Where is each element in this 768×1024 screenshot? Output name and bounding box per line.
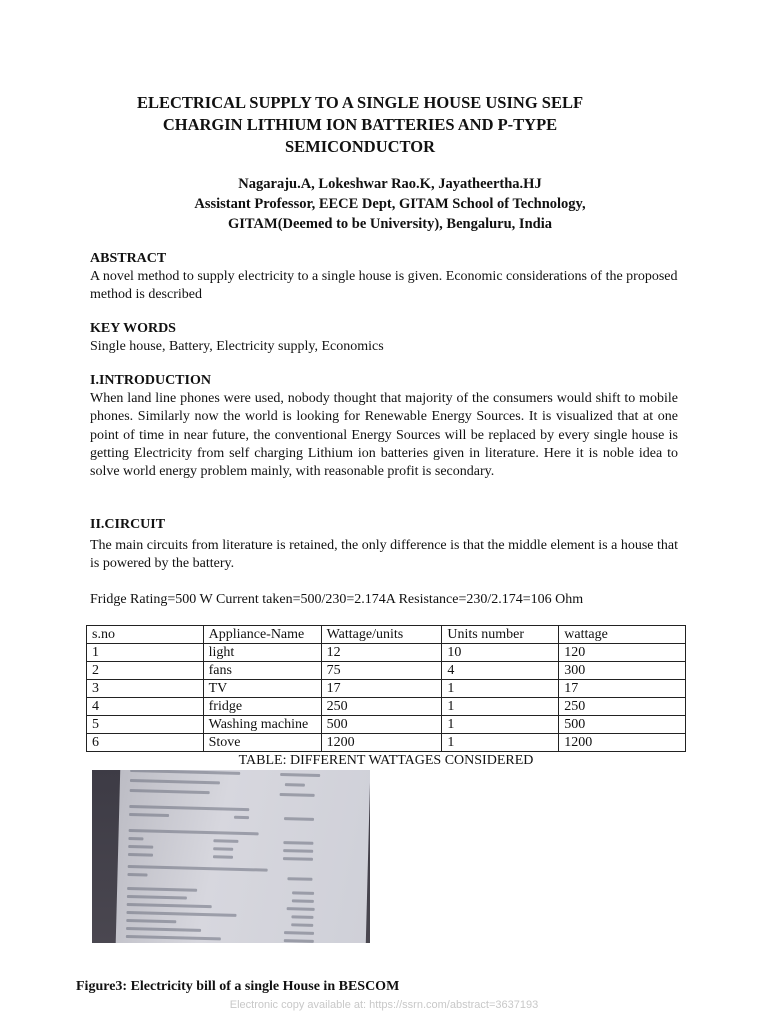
table-cell: 1 — [442, 680, 559, 698]
table-cell: 1 — [442, 734, 559, 752]
circuit-body: The main circuits from literature is retained, the only difference is that the middle element is a house that is powered by the battery. — [90, 538, 678, 572]
fridge-rating-line: Fridge Rating=500 W Current taken=500/230=2.174A Resistance=230/2.174=106 Ohm — [90, 592, 584, 607]
table-cell: 75 — [321, 662, 442, 680]
table-header-cell: wattage — [559, 626, 686, 644]
author-names: Nagaraju.A, Lokeshwar Rao.K, Jayatheertha.HJ — [238, 176, 542, 192]
circuit-section — [90, 516, 678, 574]
paper-title — [60, 92, 660, 158]
title-line: SEMICONDUCTOR — [284, 137, 436, 156]
table-header-row — [87, 626, 686, 644]
introduction-section — [90, 372, 678, 481]
table-cell: 17 — [321, 680, 442, 698]
table-cell: Stove — [203, 734, 321, 752]
table-cell: 4 — [87, 698, 204, 716]
keywords-body: Single house, Battery, Electricity supply, Economics — [90, 339, 384, 355]
table-cell: 4 — [442, 662, 559, 680]
author-institution: GITAM(Deemed to be University), Bengaluru, India — [228, 216, 552, 232]
table-row — [87, 698, 686, 716]
abstract-body: A novel method to supply electricity to a single house is given. Economic considerations of the proposed method is described — [90, 269, 678, 303]
table-cell: TV — [203, 680, 321, 698]
bill-receipt-image — [116, 770, 370, 943]
table-cell: fridge — [203, 698, 321, 716]
title-line: ELECTRICAL SUPPLY TO A SINGLE HOUSE USING SELF — [136, 93, 584, 112]
table-cell: 12 — [321, 644, 442, 662]
title-line: CHARGIN LITHIUM ION BATTERIES AND P-TYPE — [162, 115, 558, 134]
wattage-table — [86, 625, 686, 752]
table-cell: 2 — [87, 662, 204, 680]
table-cell: 1 — [442, 716, 559, 734]
table-row — [87, 662, 686, 680]
table-row — [87, 716, 686, 734]
introduction-heading: I.INTRODUCTION — [90, 373, 211, 388]
table-cell: 1200 — [559, 734, 686, 752]
keywords-heading: KEY WORDS — [90, 321, 176, 336]
table-header-cell: Units number — [442, 626, 559, 644]
table-row — [87, 680, 686, 698]
abstract-heading: ABSTRACT — [90, 251, 167, 266]
author-affiliation: Assistant Professor, EECE Dept, GITAM School of Technology, — [194, 196, 586, 212]
table-cell: 17 — [559, 680, 686, 698]
circuit-heading: II.CIRCUIT — [90, 517, 166, 532]
table-row — [87, 734, 686, 752]
table-cell: 3 — [87, 680, 204, 698]
electricity-bill-photo — [92, 770, 370, 943]
table-cell: 1 — [442, 698, 559, 716]
introduction-body: When land line phones were used, nobody thought that majority of the consumers would shift to mobile phones. Similarly now the world is looking for Renewable Energy Sources. It is visualized that at one point of time in near future, the conventional Energy Sources will be replaced by every single house is getting Electricity from self charging Lithium ion batteries given in literature. Here it is noble idea to solve world energy problem mainly, with reasonable profit is secondary. — [90, 391, 678, 480]
table-cell: 250 — [321, 698, 442, 716]
table-cell: 250 — [559, 698, 686, 716]
table-cell: 1 — [87, 644, 204, 662]
table-cell: 1200 — [321, 734, 442, 752]
author-block — [60, 174, 720, 234]
table-cell: 500 — [321, 716, 442, 734]
table-cell: light — [203, 644, 321, 662]
abstract-section — [90, 250, 678, 305]
table-header-cell: Wattage/units — [321, 626, 442, 644]
keywords-section — [90, 320, 678, 356]
table-header-cell: Appliance-Name — [203, 626, 321, 644]
table-cell: 300 — [559, 662, 686, 680]
figure-caption: Figure3: Electricity bill of a single House in BESCOM — [76, 979, 400, 994]
ssrn-footer: Electronic copy available at: https://ssrn.com/abstract=3637193 — [229, 999, 539, 1011]
table-row — [87, 644, 686, 662]
table-cell: 5 — [87, 716, 204, 734]
table-header-cell: s.no — [87, 626, 204, 644]
table-cell: 6 — [87, 734, 204, 752]
table-cell: 10 — [442, 644, 559, 662]
table-cell: fans — [203, 662, 321, 680]
table-cell: 500 — [559, 716, 686, 734]
table-cell: Washing machine — [203, 716, 321, 734]
table-caption: TABLE: DIFFERENT WATTAGES CONSIDERED — [238, 753, 534, 768]
table-cell: 120 — [559, 644, 686, 662]
